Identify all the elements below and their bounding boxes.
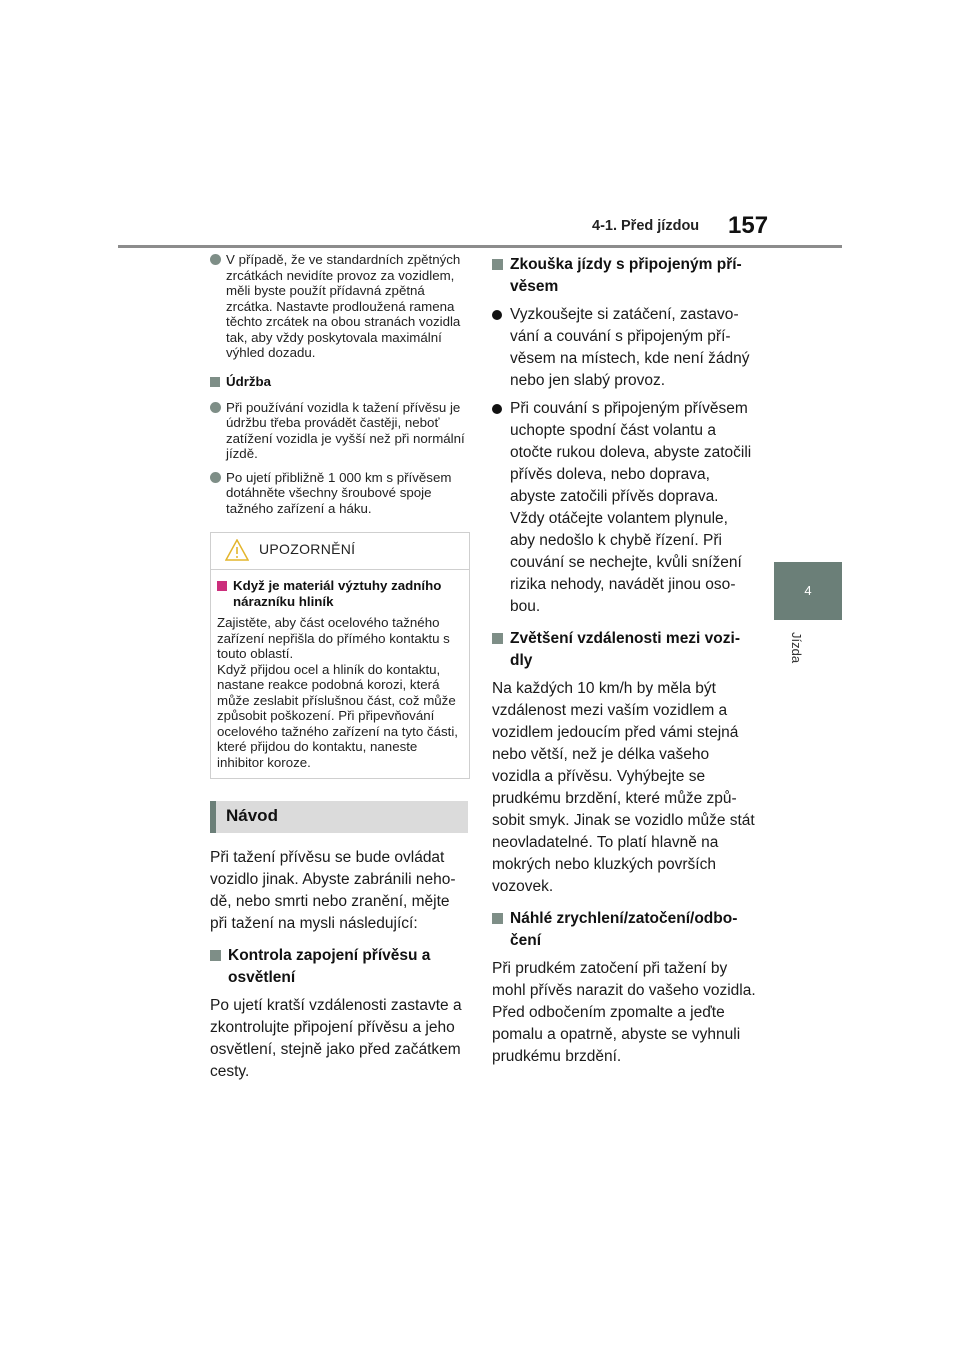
warning-text-1: Zajistěte, aby část ocelového tažného zařízení nepřišla do přímého kontaktu s touto oblastí. [217, 615, 450, 661]
sudden-maneuver-heading [492, 908, 756, 952]
warning-text-2: Když přijdou ocel a hliník do kontaktu, nastane reakce podobná korozi, která může zeslabit příslušnou část, což může způsobit poškození. Při připevňování ocelového tažného zařízení na tyto části, které přijdou do kontaktu, naneste inhibitor koroze. [217, 661, 458, 770]
check-heading [210, 945, 470, 989]
page-number: 157 [728, 212, 769, 239]
bullet-text: V případě, že ve standardních zpětných zrcátkách nevidíte provoz za vozidlem, měli byste použít přídavná zpětná zrcátka. Nastavte prodloužená ramena těchto zrcátek na obou stranách vozidla tak, aby vždy poskytovala maximální výhled dozadu. [226, 252, 461, 360]
bullet-text: Při používání vozidla k tažení přívěsu je údržbu třeba provádět častěji, neboť zatížení vozidla je vyšší než při normální jízdě. [226, 399, 465, 461]
maintenance-heading [210, 374, 470, 390]
square-bullet-icon [210, 950, 221, 961]
warning-subheading-text: Když je materiál výztuhy zadního nárazníku hliník [233, 578, 442, 609]
warning-box [210, 532, 470, 779]
right-column [492, 252, 756, 1068]
intro-paragraph: Při tažení přívěsu se bude ovládat vozidlo jinak. Abyste zabránili nehodě, nebo smrti nebo zranění, mějte při tažení na mysli následující: [210, 849, 456, 932]
distance-paragraph: Na každých 10 km/h by měla být vzdálenost mezi vaším vozidlem a vozidlem jedoucím před vámi stejná nebo větší, než je délka vašeho vozidla a přívěsu. Vyhýbejte se prudkému brzdění, které může způsobit smyk. Jinak se vozidlo může stát neovladatelné. To platí hlavně na mokrých nebo kluzkých površích vozovek. [492, 680, 755, 895]
square-bullet-icon [217, 581, 227, 591]
sudden-maneuver-heading-text: Náhlé zrychlení/zatočení/odbočení [510, 910, 738, 949]
test-drive-heading-text: Zkouška jízdy s připojeným přívěsem [510, 256, 742, 295]
bullet-text: Při couvání s připojeným přívěsem uchopte spodní část volantu a otočte rukou doleva, abyste zatočili přívěs doleva, nebo doprava, abyste zatočili přívěs doprava. Vždy otáčejte volantem plynule, aby nedošlo k chybě řízení. Při couvání se nechejte, kvůli snížení rizika nehody, navádět jinou osobou. [510, 400, 752, 615]
bullet-maintenance-1 [210, 400, 470, 462]
bullet-dot-icon [210, 402, 221, 413]
check-paragraph: Po ujetí kratší vzdálenosti zastavte a zkontrolujte připojení přívěsu a jeho osvětlení, stejně jako před začátkem cesty. [210, 997, 462, 1080]
square-bullet-icon [210, 377, 220, 387]
warning-subheading [217, 578, 463, 609]
distance-heading-text: Zvětšení vzdálenosti mezi vozidly [510, 630, 740, 669]
test-bullet-2 [492, 398, 756, 618]
chapter-tab[interactable]: 4 [774, 562, 842, 620]
warning-header [211, 533, 469, 570]
bullet-extra-mirrors [210, 252, 470, 361]
square-bullet-icon [492, 633, 503, 644]
bullet-dot-icon [492, 310, 502, 320]
bullet-text: Po ujetí přibližně 1 000 km s přívěsem dotáhněte všechny šroubové spoje tažného zařízení a háku. [226, 469, 452, 516]
warning-title: UPOZORNĚNÍ [259, 541, 356, 557]
check-heading-text: Kontrola zapojení přívěsu a osvětlení [228, 947, 431, 986]
test-bullet-1 [492, 304, 756, 392]
warning-triangle-icon [225, 539, 249, 566]
chapter-label: Jízda [789, 632, 804, 664]
square-bullet-icon [492, 913, 503, 924]
sudden-maneuver-paragraph: Při prudkém zatočení při tažení by mohl přívěs narazit do vašeho vozidla. Před odbočením zpomalte a jeďte pomalu a opatrně, abyste se vyhnuli prudkému brzdění. [492, 960, 756, 1065]
square-bullet-icon [492, 259, 503, 270]
distance-heading [492, 628, 756, 672]
bullet-text: Vyzkoušejte si zatáčení, zastavování a couvání s připojeným přívěsem na místech, kde není žádný nebo jen slabý provoz. [510, 306, 750, 389]
bullet-maintenance-2 [210, 470, 470, 517]
bullet-dot-icon [492, 404, 502, 414]
bullet-dot-icon [210, 254, 221, 265]
guide-heading: Návod [210, 801, 468, 833]
header-rule [118, 245, 842, 248]
header-section-title: 4-1. Před jízdou [592, 218, 700, 234]
test-drive-heading [492, 254, 756, 298]
maintenance-heading-text: Údržba [226, 373, 272, 389]
left-column [210, 252, 470, 1083]
bullet-dot-icon [210, 472, 221, 483]
